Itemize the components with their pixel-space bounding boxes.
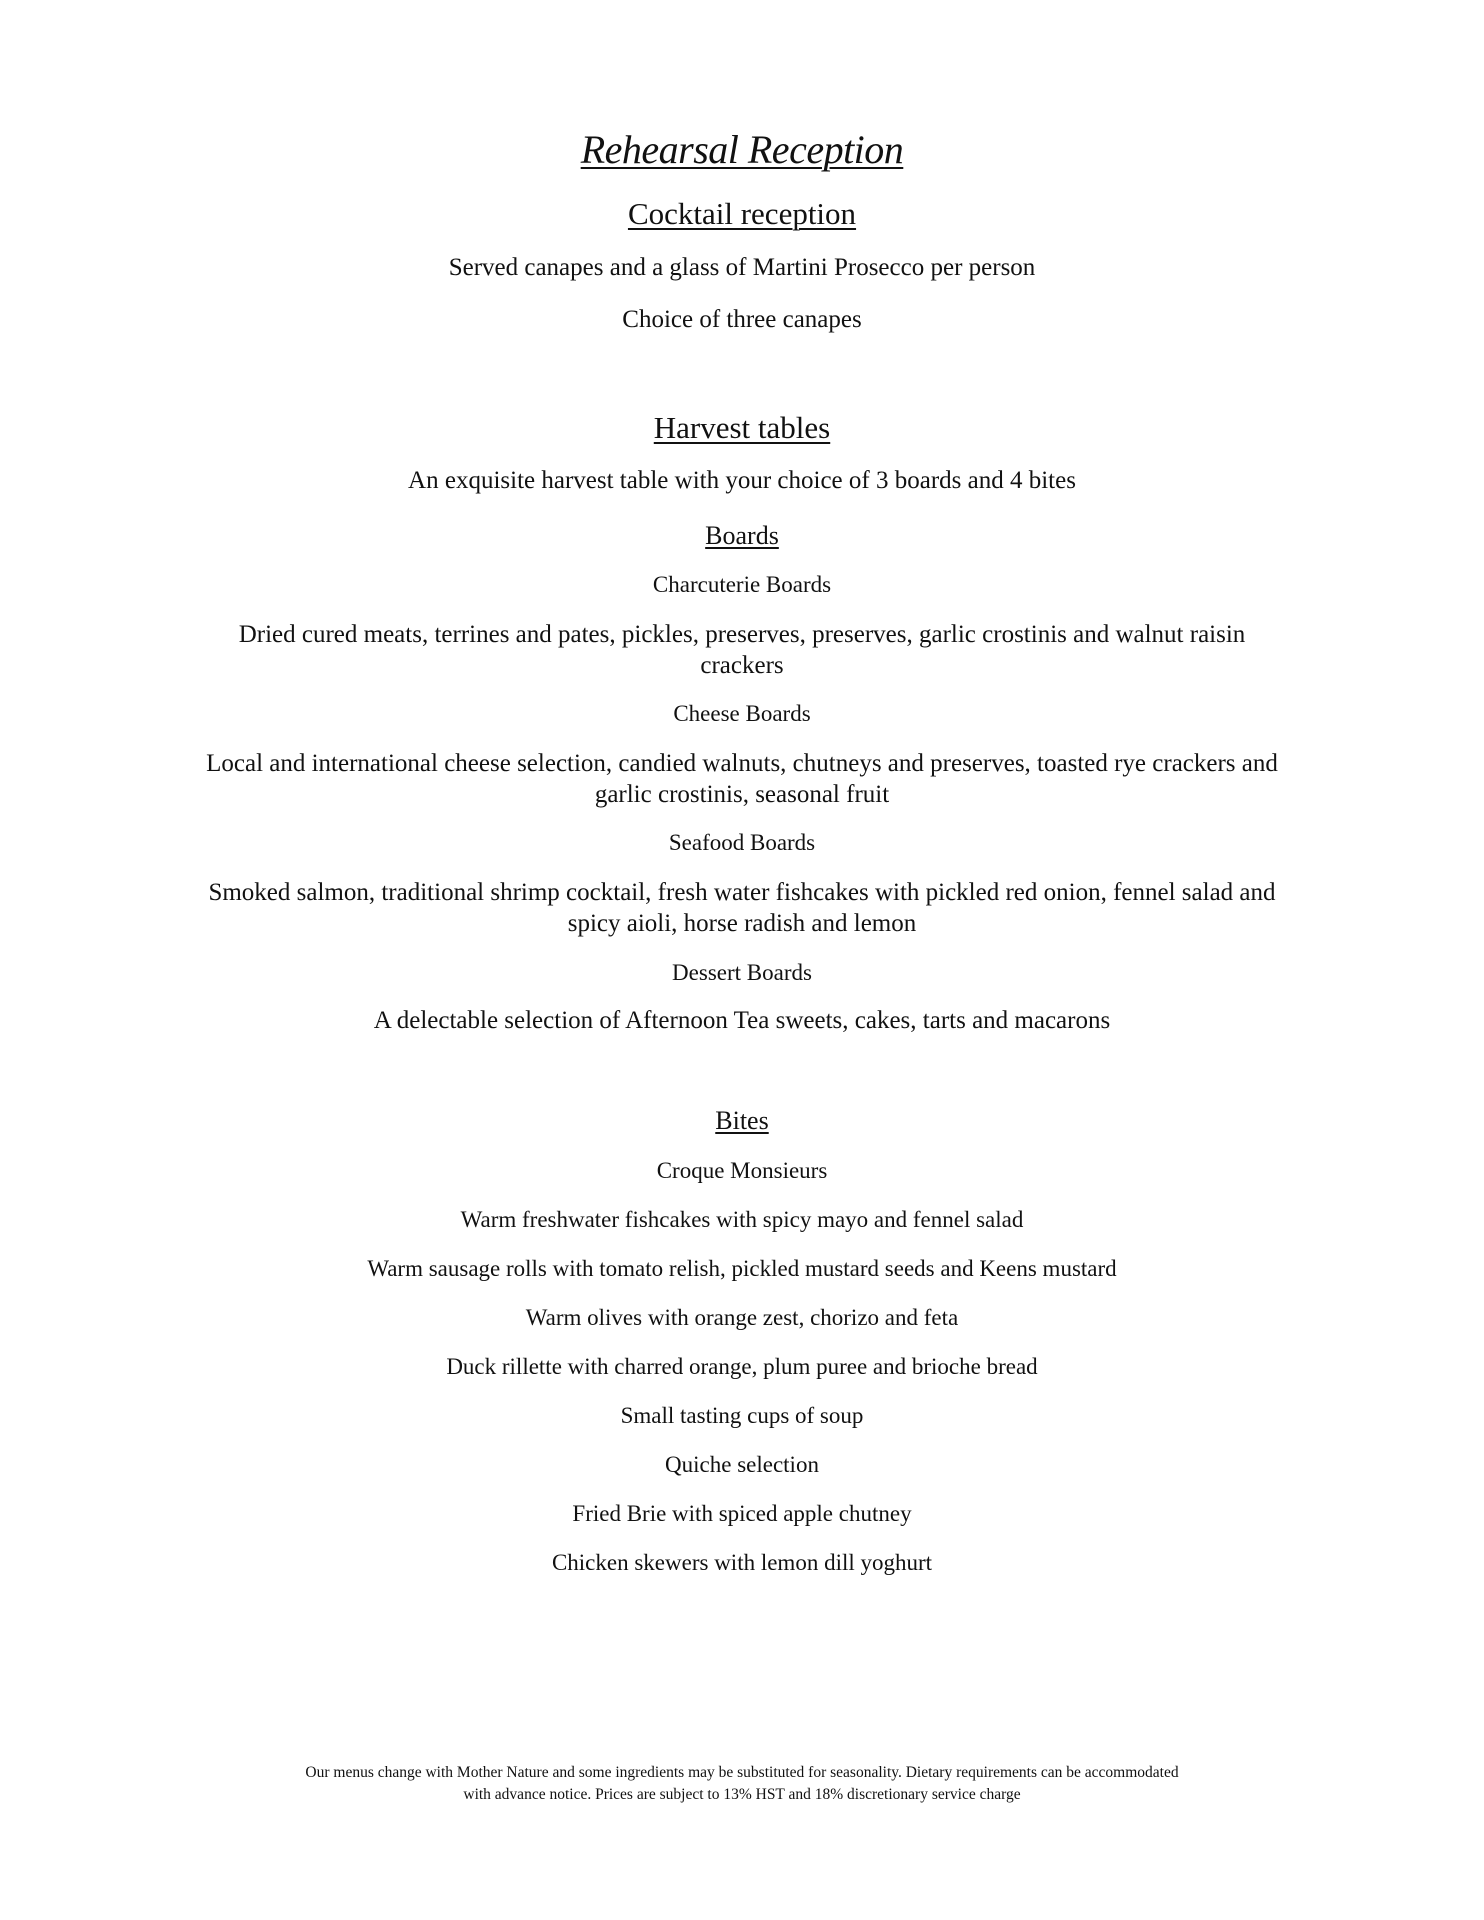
board-name: Dessert Boards: [672, 960, 812, 985]
cocktail-heading: Cocktail reception: [627, 196, 857, 231]
page-title: Rehearsal Reception: [580, 127, 904, 172]
bite-item: Duck rillette with charred orange, plum puree and brioche bread: [446, 1354, 1038, 1379]
board-description: Smoked salmon, traditional shrimp cocktail, fresh water fishcakes with pickled red onion, fennel salad and spicy aioli, horse radish and lemon: [208, 879, 1276, 937]
bite-item: Fried Brie with spiced apple chutney: [572, 1501, 912, 1526]
bite-item: Croque Monsieurs: [656, 1158, 828, 1183]
harvest-intro: An exquisite harvest table with your choice of 3 boards and 4 bites: [408, 467, 1076, 494]
cocktail-line: Served canapes and a glass of Martini Prosecco per person: [448, 254, 1036, 281]
board-description: Dried cured meats, terrines and pates, pickles, preserves, preserves, garlic crostinis and walnut raisin crackers: [238, 621, 1246, 679]
bite-item: Warm olives with orange zest, chorizo and feta: [525, 1305, 959, 1330]
board-name: Seafood Boards: [668, 830, 816, 855]
board-description: Local and international cheese selection, candied walnuts, chutneys and preserves, toasted rye crackers and garlic crostinis, seasonal fruit: [206, 750, 1278, 808]
cocktail-line: Choice of three canapes: [622, 306, 862, 333]
board-description: A delectable selection of Afternoon Tea sweets, cakes, tarts and macarons: [373, 1007, 1111, 1034]
bite-item: Chicken skewers with lemon dill yoghurt: [551, 1550, 933, 1575]
footer-note: [200, 1762, 1284, 1806]
boards-heading: Boards: [705, 521, 779, 550]
board-name: Cheese Boards: [673, 701, 811, 726]
footer-line: Our menus change with Mother Nature and some ingredients may be substituted for seasonality. Dietary requirements can be accommodated: [305, 1764, 1179, 1781]
bite-item: Quiche selection: [665, 1452, 819, 1477]
footer-line: with advance notice. Prices are subject to 13% HST and 18% discretionary service charge: [463, 1786, 1021, 1803]
bite-item: Warm sausage rolls with tomato relish, pickled mustard seeds and Keens mustard: [367, 1256, 1117, 1281]
harvest-heading: Harvest tables: [653, 410, 831, 445]
board-name: Charcuterie Boards: [652, 572, 832, 597]
bite-item: Warm freshwater fishcakes with spicy mayo and fennel salad: [460, 1207, 1024, 1232]
bites-heading: Bites: [715, 1106, 769, 1135]
bite-item: Small tasting cups of soup: [620, 1403, 864, 1428]
